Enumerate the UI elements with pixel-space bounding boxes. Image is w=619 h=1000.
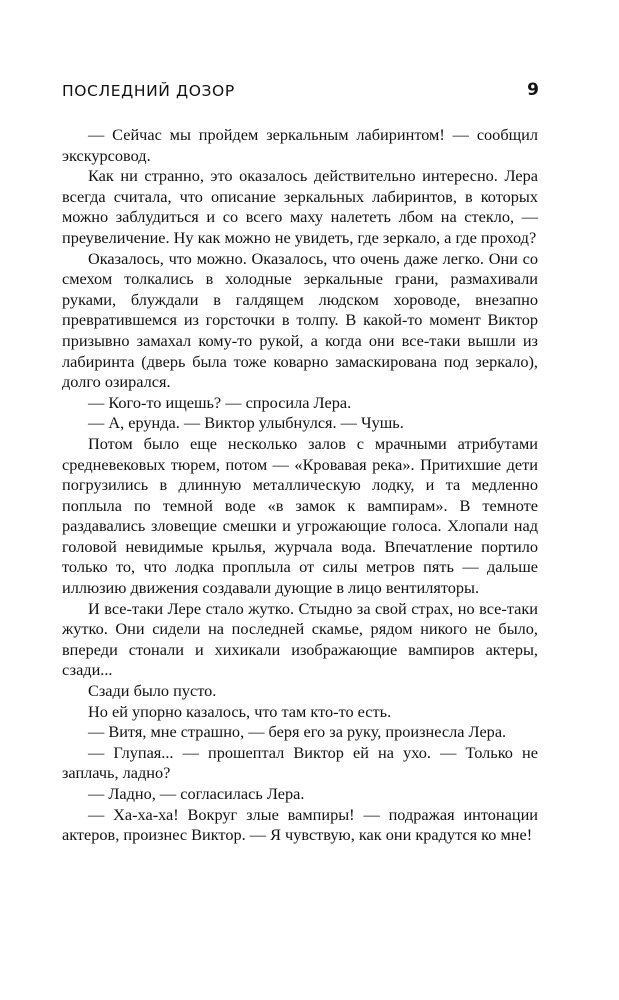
paragraph: — Кого-то ищешь? — спросила Лера. [88,392,352,412]
paragraph: Но ей упорно казалось, что там кто-то есть. [88,701,392,721]
paragraph: — Витя, мне страшно, — беря его за руку, произнесла Лера. [88,722,507,742]
paragraph: — Ладно, — согласилась Лера. [88,784,305,803]
paragraph: — А, ерунда. — Виктор улыбнулся. — Чушь. [88,413,404,433]
body-text [62,125,538,846]
paragraph: Как ни странно, это оказалось действительно интересно. Лера всегда считала, что описание зеркальных лабиринтов, в которых можно заблудиться и со всего маху налететь лбом на стекло, — преувеличение. Ну как можно не увидеть, где зеркало, а где проход? [62,166,538,247]
paragraph: И все-таки Лере стало жутко. Стыдно за свой страх, но все-таки жутко. Они сидели на последней скамье, рядом никого не было, впереди стонали и хихикали изображающие вампиров актеры, сзади... [62,598,538,680]
paragraph: — Сейчас мы пройдем зеркальным лабиринтом! — сообщил экскурсовод. [62,125,538,165]
paragraph: — Глупая... — прошептал Виктор ей на ухо. — Только не заплачь, ладно? [62,742,538,783]
page-number: 9 [527,80,539,100]
paragraph: Оказалось, что можно. Оказалось, что очень даже легко. Они со смехом толкались в холодные зеркальные грани, размахивали руками, блуждали в галдящем людском хороводе, внезапно превратившемся из горсточки в толпу. В какой-то момент Виктор призывно замахал кому-то рукой, а когда они все-таки вышли из лабиринта (дверь была тоже коварно замаскирована под зеркало), долго озирался. [62,248,538,392]
running-title: ПОСЛЕДНИЙ ДОЗОР [62,82,235,100]
paragraph: Потом было еще несколько залов с мрачными атрибутами средневековых тюрем, потом — «Кровавая река». Притихшие дети погрузились в длинную металлическую лодку, и та медленно поплыла по темной воде «в замок к вампирам». В темноте раздавались зловещие смешки и угрожающие голоса. Хлопали над головой невидимые крылья, журчала вода. Впечатление портило только то, что лодка проплыла от силы метров пять — дальше иллюзию движения создавали дующие в лицо вентиляторы. [62,433,538,598]
paragraph: Сзади было пусто. [88,681,217,701]
paragraph: — Ха-ха-ха! Вокруг злые вампиры! — подражая интонации актеров, произнес Виктор. — Я чувствую, как они крадутся ко мне! [62,804,538,845]
